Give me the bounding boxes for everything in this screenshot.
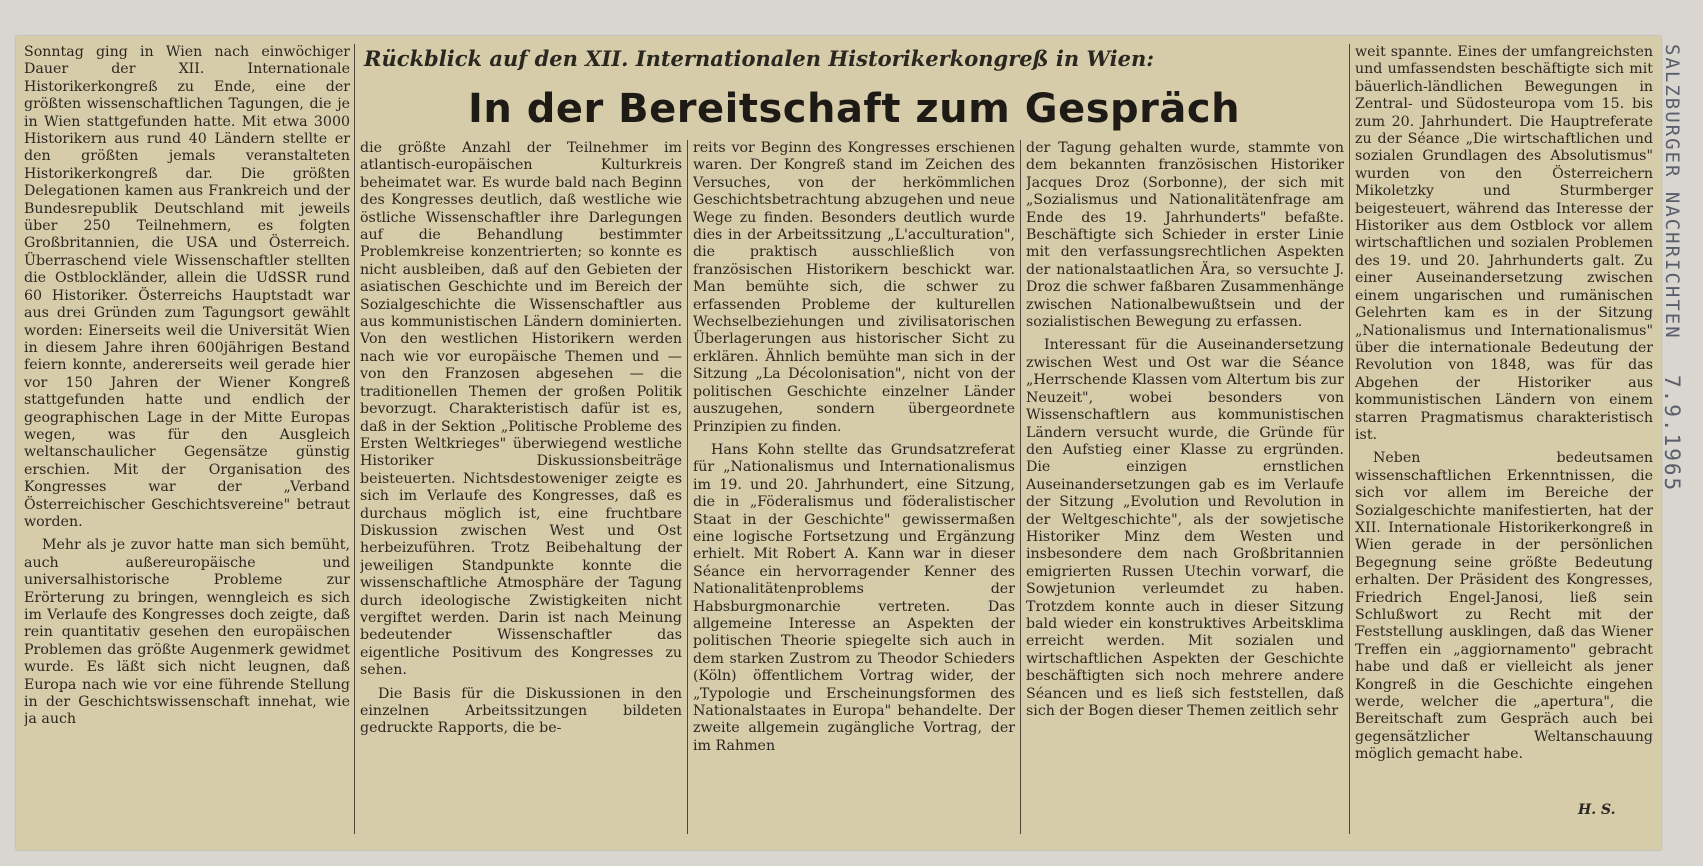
paragraph: der Tagung gehalten wurde, stammte von dem bekannten französischen Historiker Jacques Droz (Sorbonne), der sich mit „Sozialismus und Nationalitätenfrage am Ende des 19. Jahrhunderts" befaßte. Beschäftigte sich Schieder in erster Linie mit den verfassungsrechtlichen Aspekten der nationalstaatlichen Ära, so versuchte J. Droz die schwer faßbaren Zusammenhänge zwischen Nationalbewußtsein und der sozialistischen Bewegung zu erfassen. <box>1026 140 1344 331</box>
article-column-4 <box>1026 140 1344 834</box>
newspaper-clipping <box>16 36 1661 850</box>
column-rule <box>354 44 355 834</box>
article-column-2 <box>360 140 682 834</box>
stamp-date: 7.9.1965 <box>1660 375 1684 493</box>
paragraph: reits vor Beginn des Kongresses erschienen waren. Der Kongreß stand im Zeichen des Versuches, von der herkömmlichen Geschichtsbetrachtung abzugehen und neue Wege zu finden. Besonders deutlich wurde dies in der Arbeitssitzung „L'acculturation", die praktisch ausschließlich von französischen Historikern beschickt war. Man bemühte sich, die schwer zu erfassenden Probleme der kulturellen Wechselbeziehungen und zivilisatorischen Überlagerungen aus historischer Sicht zu erklären. Ähnlich bemühte man sich in der Sitzung „La Décolonisation", nicht von der politischen Geschichte einzelner Länder auszugehen, sondern übergeordnete Prinzipien zu finden. <box>693 140 1015 435</box>
newspaper-stamp <box>1660 44 1684 492</box>
paragraph: Interessant für die Auseinandersetzung zwischen West und Ost war die Séance „Herrschende Klassen vom Altertum bis zur Neuzeit", wobei besonders von Wissenschaftlern aus kommunistischen Ländern versucht wurde, die Gründe für den Aufstieg einer Klasse zu ergründen. Die einzigen ernstlichen Auseinandersetzungen gab es im Verlaufe der Sitzung „Evolution und Revolution in der Weltgeschichte", als der sowjetische Historiker Minz dem Westen und insbesondere dem nach Großbritannien emigrierten Russen Utechin vorwarf, die Sowjetunion verleumdet zu haben. Trotzdem konnte auch in dieser Sitzung bald wieder ein konstruktives Arbeitsklima erreicht werden. Mit sozialen und wirtschaftlichen Aspekten der Geschichte beschäftigten sich noch mehrere andere Séancen und es ließ sich feststellen, daß sich der Bogen dieser Themen zeitlich sehr <box>1026 337 1344 719</box>
article-column-3 <box>693 140 1015 834</box>
stamp-paper-name: SALZBURGER NACHRICHTEN <box>1661 44 1683 340</box>
paragraph: die größte Anzahl der Teilnehmer im atlantisch-europäischen Kulturkreis beheimatet war. Es wurde bald nach Beginn des Kongresses deutlich, daß westliche wie östliche Wissenschaftler ihre Darlegungen auf die Behandlung bestimmter Problemkreise konzentrierten; so konnte es nicht ausbleiben, daß auf den Gebieten der asiatischen Geschichte und im Bereich der Sozialgeschichte die Wissenschaftler aus aus kommunistischen Ländern dominierten. Von den westlichen Historikern werden nach wie vor europäische Themen und — von den Franzosen abgesehen — die traditionellen Themen der großen Politik bevorzugt. Charakteristisch dafür ist es, daß in der Sektion „Politische Probleme des Ersten Weltkrieges" überwiegend westliche Historiker Diskussionsbeiträge beisteuerten. Nichtsdestoweniger zeigte es sich im Verlaufe des Kongresses, daß es durchaus möglich ist, eine fruchtbare Diskussion zwischen West und Ost herbeizuführen. Trotz Beibehaltung der jeweiligen Standpunkte konnte die wissenschaftliche Atmosphäre der Tagung durch ideologische Zwistigkeiten nicht vergiftet werden. Darin ist nach Meinung bedeutender Wissenschaftler das eigentliche Positivum des Kongresses zu sehen. <box>360 140 682 679</box>
paragraph: weit spannte. Eines der umfangreichsten und umfassendsten beschäftigte sich mit bäuerlich-ländlichen Bewegungen in Zentral- und Südosteuropa vom 15. bis zum 20. Jahrhundert. Die Hauptreferate zu der Séance „Die wirtschaftlichen und sozialen Grundlagen des Absolutismus" wurden von den Österreichern Mikoletzky und Sturmberger beigesteuert, während das Interesse der Historiker aus dem Ostblock vor allem wirtschaftlichen und sozialen Problemen des 19. und 20. Jahrhunderts galt. Zu einer Auseinandersetzung zwischen einem ungarischen und rumänischen Gelehrten kam es in der Sitzung „Nationalismus und Internationalismus" über die internationale Bedeutung der Revolution von 1848, was für das Abgehen der Historiker aus kommunistischen Ländern von einem starren Pragmatismus charakteristisch ist. <box>1355 44 1653 443</box>
article-column-1 <box>24 44 350 834</box>
paragraph: Neben bedeutsamen wissenschaftlichen Erkenntnissen, die sich vor allem im Bereiche der Sozialgeschichte manifestierten, hat der XII. Internationale Historikerkongreß in Wien gerade in der persönlichen Begegnung seine größte Bedeutung erhalten. Der Präsident des Kongresses, Friedrich Engel-Janosi, ließ sein Schlußwort zu Recht mit der Feststellung ausklingen, daß das Wiener Treffen ein „aggiornamento" gebracht habe und daß er vielleicht als jener Kongreß in die Geschichte eingehen werde, welcher die „apertura", die Bereitschaft zum Gespräch auch bei gegensätzlicher Weltanschauung möglich gemacht habe. <box>1355 450 1653 763</box>
column-rule <box>687 140 688 834</box>
column-rule <box>1349 44 1350 834</box>
article-headline: In der Bereitschaft zum Gespräch <box>467 86 1241 132</box>
paragraph: Hans Kohn stellte das Grundsatzreferat für „Nationalismus und Internationalismus im 19. und 20. Jahrhundert, eine Sitzung, die in „Föderalismus und föderalistischer Staat in der Geschichte" gewissermaßen eine logische Fortsetzung und Ergänzung erhielt. Mit Robert A. Kann war in dieser Séance ein hervorragender Kenner des Nationalitätenproblems der Habsburgmonarchie vertreten. Das allgemeine Interesse an Aspekten der politischen Theorie spiegelte sich auch in dem starken Zustrom zu Theodor Schieders (Köln) öffentlichem Vortrag wider, der „Typologie und Erscheinungsformen des Nationalstaates in Europa" behandelte. Der zweite allgemein zugängliche Vortrag, der im Rahmen <box>693 441 1015 754</box>
article-column-5 <box>1355 44 1653 836</box>
paragraph: Die Basis für die Diskussionen in den einzelnen Arbeitssitzungen bildeten gedruckte Rapports, die be- <box>360 685 682 737</box>
paragraph: Sonntag ging in Wien nach einwöchiger Dauer der XII. Internationale Historikerkongreß zu Ende, eine der größten wissenschaftlichen Tagungen, die je in Wien stattgefunden hatte. Mit etwa 3000 Historikern aus rund 40 Ländern stellte er den größten jemals veranstalteten Historikerkongreß dar. Die größten Delegationen kamen aus Frankreich und der Bundesrepublik Deutschland mit jeweils über 250 Teilnehmern, es folgten Großbritannien, die USA und Österreich. Überraschend viele Wissenschaftler stellten die Ostblockländer, allein die UdSSR rund 60 Historiker. Österreichs Hauptstadt war aus drei Gründen zum Tagungsort gewählt worden: Einerseits weil die Universität Wien in diesem Jahre ihren 600jährigen Bestand feiern konnte, andererseits weil gerade hier vor 150 Jahren der Wiener Kongreß stattgefunden hatte und endlich der geographischen Lage in der Mitte Europas wegen, was für den Ausgleich weltanschaulicher Gegensätze günstig erschien. Mit der Organisation des Kongresses war der „Verband Österreichischer Geschichtsvereine" betraut worden. <box>24 44 350 530</box>
article-kicker: Rückblick auf den XII. Internationalen Historikerkongreß in Wien: <box>364 46 1155 71</box>
paragraph: Mehr als je zuvor hatte man sich bemüht, auch außereuropäische und universalhistorische Probleme zur Erörterung zu bringen, wenngleich es sich im Verlaufe des Kongresses doch zeigte, daß rein quantitativ gesehen den europäischen Problemen das größte Augenmerk gewidmet wurde. Es läßt sich nicht leugnen, daß Europa nach wie vor eine führende Stellung in der Geschichtswissenschaft innehat, wie ja auch <box>24 537 350 728</box>
column-rule <box>1020 140 1021 834</box>
author-signature: H. S. <box>1578 802 1616 818</box>
